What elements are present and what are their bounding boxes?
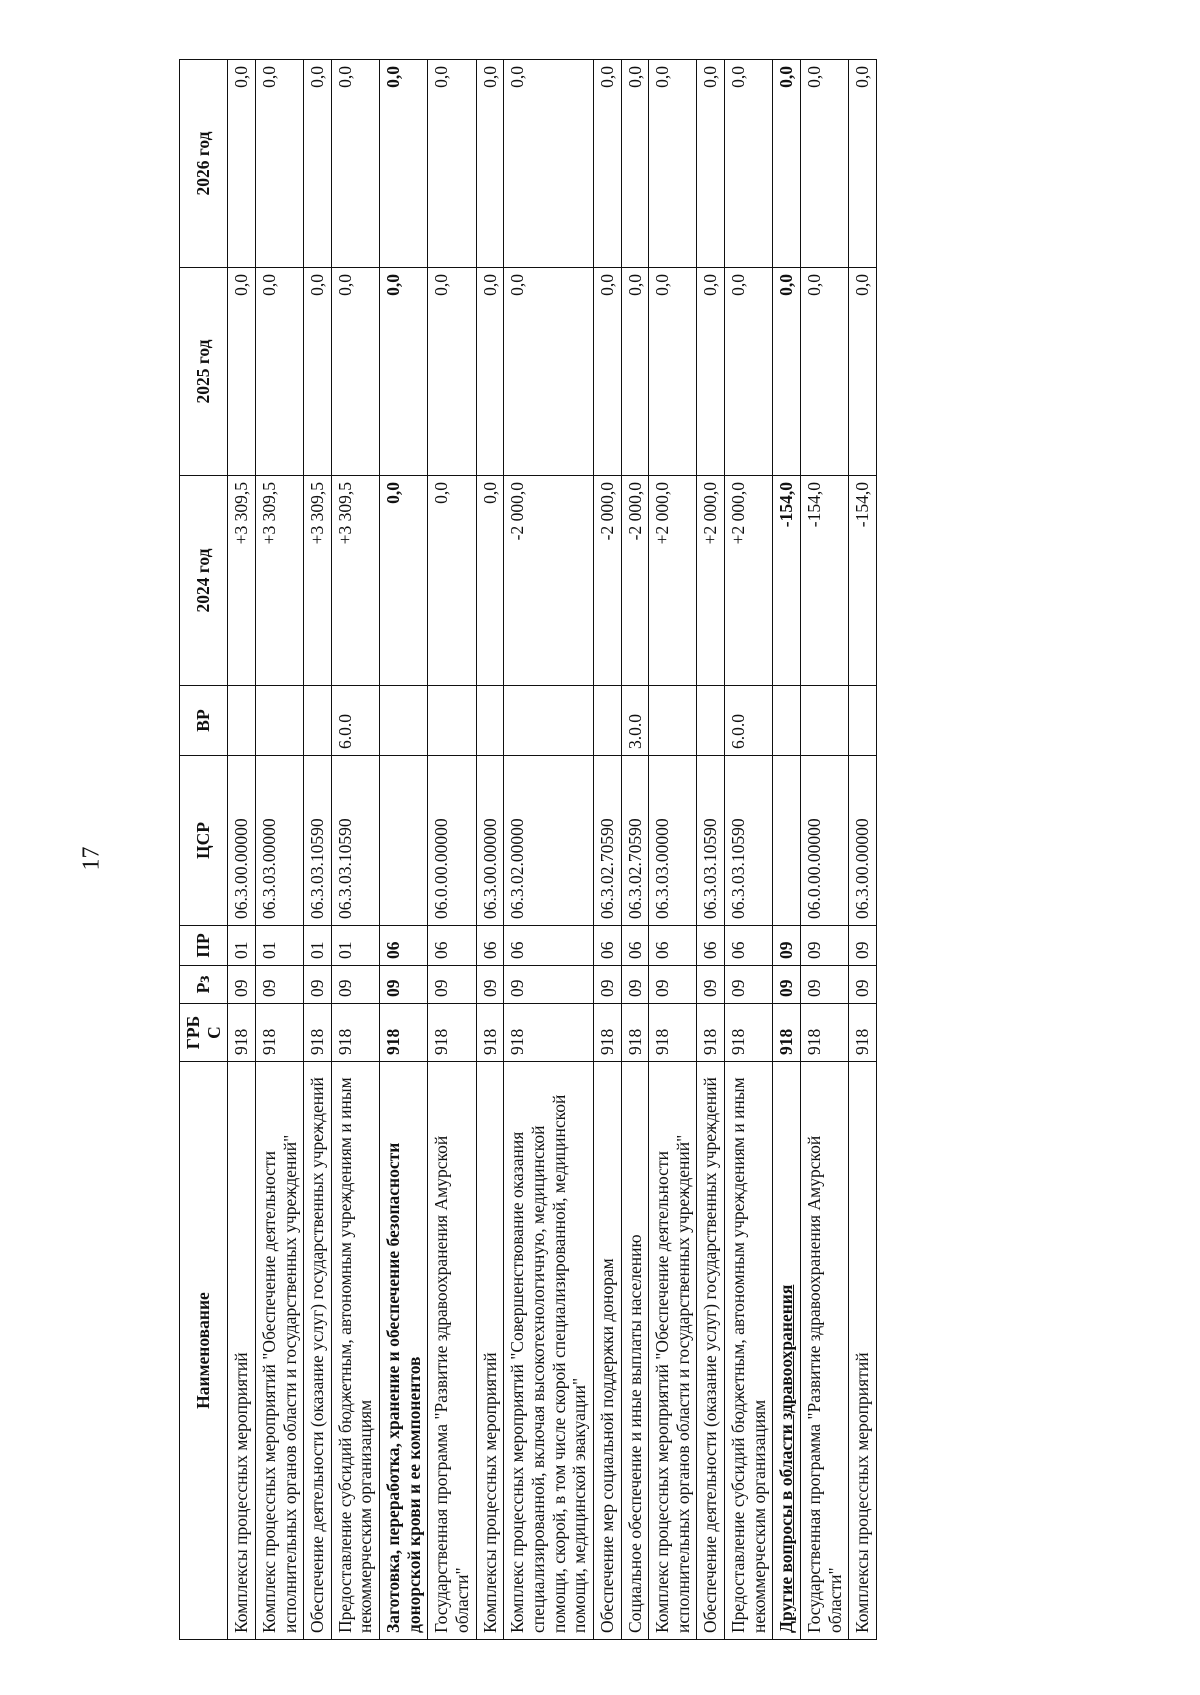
cell-grbs: 918 [331,1004,379,1062]
cell-2024: +3 309,5 [255,476,303,686]
cell-rz: 09 [380,966,428,1004]
cell-vr [649,686,697,756]
cell-2024: +3 309,5 [304,476,332,686]
cell-grbs: 918 [621,1004,649,1062]
header-rz: Рз [180,966,228,1004]
cell-2025: 0,0 [801,268,849,476]
cell-2026: 0,0 [773,60,801,268]
cell-vr [504,686,594,756]
cell-csr: 06.3.00.00000 [476,756,504,926]
cell-pr: 06 [504,926,594,966]
cell-2024: +3 309,5 [228,476,256,686]
cell-grbs: 918 [801,1004,849,1062]
cell-2025: 0,0 [849,268,877,476]
cell-2025: 0,0 [504,268,594,476]
cell-pr: 06 [593,926,621,966]
cell-2025: 0,0 [255,268,303,476]
cell-2024: 0,0 [476,476,504,686]
cell-rz: 09 [255,966,303,1004]
rotated-table-container [179,60,959,1640]
cell-csr: 06.0.00.00000 [428,756,476,926]
cell-2024: +2 000,0 [649,476,697,686]
cell-2026: 0,0 [649,60,697,268]
cell-2026: 0,0 [331,60,379,268]
cell-grbs: 918 [476,1004,504,1062]
cell-grbs: 918 [849,1004,877,1062]
cell-grbs: 918 [725,1004,773,1062]
cell-name: Комплекс процессных мероприятий "Обеспечение деятельности исполнительных органов области и государственных учреждений" [649,1062,697,1640]
cell-2024: -2 000,0 [504,476,594,686]
cell-vr [428,686,476,756]
cell-pr: 06 [725,926,773,966]
cell-rz: 09 [476,966,504,1004]
cell-2026: 0,0 [380,60,428,268]
cell-rz: 09 [849,966,877,1004]
cell-2025: 0,0 [476,268,504,476]
table-row [649,60,697,1640]
cell-vr [228,686,256,756]
cell-csr: 06.3.03.10590 [697,756,725,926]
table-row [697,60,725,1640]
cell-2025: 0,0 [697,268,725,476]
cell-2024: +3 309,5 [331,476,379,686]
cell-csr: 06.3.00.00000 [849,756,877,926]
cell-grbs: 918 [773,1004,801,1062]
cell-grbs: 918 [380,1004,428,1062]
cell-vr [476,686,504,756]
cell-2026: 0,0 [849,60,877,268]
cell-2025: 0,0 [649,268,697,476]
cell-vr: 3.0.0 [621,686,649,756]
cell-csr: 06.3.03.10590 [331,756,379,926]
cell-csr: 06.0.00.00000 [801,756,849,926]
cell-name: Комплекс процессных мероприятий "Обеспечение деятельности исполнительных органов области и государственных учреждений" [255,1062,303,1640]
cell-2026: 0,0 [304,60,332,268]
cell-name: Комплексы процессных мероприятий [476,1062,504,1640]
cell-2026: 0,0 [428,60,476,268]
cell-pr: 09 [773,926,801,966]
cell-rz: 09 [801,966,849,1004]
cell-name: Государственная программа "Развитие здравоохранения Амурской области" [801,1062,849,1640]
cell-name: Обеспечение деятельности (оказание услуг) государственных учреждений [697,1062,725,1640]
header-pr: ПР [180,926,228,966]
header-vr: ВР [180,686,228,756]
cell-2026: 0,0 [593,60,621,268]
cell-grbs: 918 [697,1004,725,1062]
cell-vr [849,686,877,756]
cell-grbs: 918 [649,1004,697,1062]
cell-csr: 06.3.02.70590 [593,756,621,926]
cell-2024: -2 000,0 [593,476,621,686]
table-row [849,60,877,1640]
cell-vr [801,686,849,756]
cell-pr: 01 [304,926,332,966]
cell-pr: 01 [255,926,303,966]
table-row [380,60,428,1640]
cell-2024: -2 000,0 [621,476,649,686]
cell-2025: 0,0 [621,268,649,476]
cell-name: Обеспечение мер социальной поддержки донорам [593,1062,621,1640]
cell-grbs: 918 [593,1004,621,1062]
cell-csr: 06.3.00.00000 [228,756,256,926]
cell-grbs: 918 [255,1004,303,1062]
cell-vr [255,686,303,756]
cell-name: Заготовка, переработка, хранение и обеспечение безопасности донорской крови и ее компонентов [380,1062,428,1640]
cell-csr: 06.3.03.00000 [255,756,303,926]
cell-pr: 09 [849,926,877,966]
cell-grbs: 918 [428,1004,476,1062]
cell-rz: 09 [428,966,476,1004]
cell-pr: 06 [428,926,476,966]
cell-vr [304,686,332,756]
cell-2026: 0,0 [725,60,773,268]
cell-name: Комплексы процессных мероприятий [849,1062,877,1640]
cell-2026: 0,0 [697,60,725,268]
cell-vr [593,686,621,756]
cell-2025: 0,0 [380,268,428,476]
table-row [476,60,504,1640]
cell-2025: 0,0 [228,268,256,476]
cell-2026: 0,0 [621,60,649,268]
cell-csr: 06.3.02.00000 [504,756,594,926]
cell-rz: 09 [725,966,773,1004]
cell-2025: 0,0 [428,268,476,476]
cell-rz: 09 [773,966,801,1004]
cell-2026: 0,0 [476,60,504,268]
table-row [725,60,773,1640]
header-grbs: ГРБС [180,1004,228,1062]
cell-vr [697,686,725,756]
page-number: 17 [78,846,105,871]
cell-csr: 06.3.02.70590 [621,756,649,926]
cell-2024: +2 000,0 [697,476,725,686]
table-row [593,60,621,1640]
cell-2024: -154,0 [801,476,849,686]
cell-2024: -154,0 [773,476,801,686]
cell-2024: 0,0 [380,476,428,686]
cell-rz: 09 [331,966,379,1004]
cell-vr: 6.0.0 [725,686,773,756]
cell-pr: 06 [476,926,504,966]
cell-2025: 0,0 [331,268,379,476]
cell-csr: 06.3.03.10590 [725,756,773,926]
cell-2025: 0,0 [593,268,621,476]
header-name: Наименование [180,1062,228,1640]
cell-pr: 06 [621,926,649,966]
cell-csr: 06.3.03.10590 [304,756,332,926]
table-row [773,60,801,1640]
cell-vr [773,686,801,756]
header-csr: ЦСР [180,756,228,926]
budget-table [179,59,877,1640]
table-row [304,60,332,1640]
cell-name: Государственная программа "Развитие здравоохранения Амурской области" [428,1062,476,1640]
cell-pr: 01 [228,926,256,966]
table-body [228,60,877,1640]
table-row [428,60,476,1640]
cell-pr: 01 [331,926,379,966]
cell-2026: 0,0 [801,60,849,268]
cell-csr: 06.3.03.00000 [649,756,697,926]
table-row [504,60,594,1640]
cell-name: Комплекс процессных мероприятий "Совершенствование оказания специализированной, включая высокотехнологичную, медицинской помощи, скорой, в том числе скорой специализированной, медицинской помощи, медицинской эвакуации" [504,1062,594,1640]
table-row [331,60,379,1640]
cell-rz: 09 [228,966,256,1004]
cell-rz: 09 [621,966,649,1004]
cell-2025: 0,0 [304,268,332,476]
cell-csr [773,756,801,926]
cell-grbs: 918 [228,1004,256,1062]
cell-name: Обеспечение деятельности (оказание услуг) государственных учреждений [304,1062,332,1640]
cell-pr: 06 [649,926,697,966]
cell-rz: 09 [649,966,697,1004]
cell-2026: 0,0 [504,60,594,268]
cell-pr: 06 [380,926,428,966]
cell-2024: -154,0 [849,476,877,686]
cell-rz: 09 [504,966,594,1004]
cell-2025: 0,0 [725,268,773,476]
cell-vr: 6.0.0 [331,686,379,756]
cell-name: Комплексы процессных мероприятий [228,1062,256,1640]
cell-csr [380,756,428,926]
table-row [228,60,256,1640]
cell-name: Предоставление субсидий бюджетным, автономным учреждениям и иным некоммерческим организациям [725,1062,773,1640]
table-header-row [180,60,228,1640]
cell-2025: 0,0 [773,268,801,476]
header-2026: 2026 год [180,60,228,268]
cell-2024: 0,0 [428,476,476,686]
cell-2026: 0,0 [255,60,303,268]
cell-grbs: 918 [304,1004,332,1062]
cell-rz: 09 [304,966,332,1004]
header-2025: 2025 год [180,268,228,476]
cell-2026: 0,0 [228,60,256,268]
table-row [255,60,303,1640]
cell-2024: +2 000,0 [725,476,773,686]
header-2024: 2024 год [180,476,228,686]
cell-pr: 09 [801,926,849,966]
cell-name: Другие вопросы в области здравоохранения [773,1062,801,1640]
cell-name: Социальное обеспечение и иные выплаты населению [621,1062,649,1640]
table-row [801,60,849,1640]
cell-pr: 06 [697,926,725,966]
table-row [621,60,649,1640]
cell-rz: 09 [697,966,725,1004]
cell-name: Предоставление субсидий бюджетным, автономным учреждениям и иным некоммерческим организациям [331,1062,379,1640]
cell-vr [380,686,428,756]
cell-grbs: 918 [504,1004,594,1062]
cell-rz: 09 [593,966,621,1004]
